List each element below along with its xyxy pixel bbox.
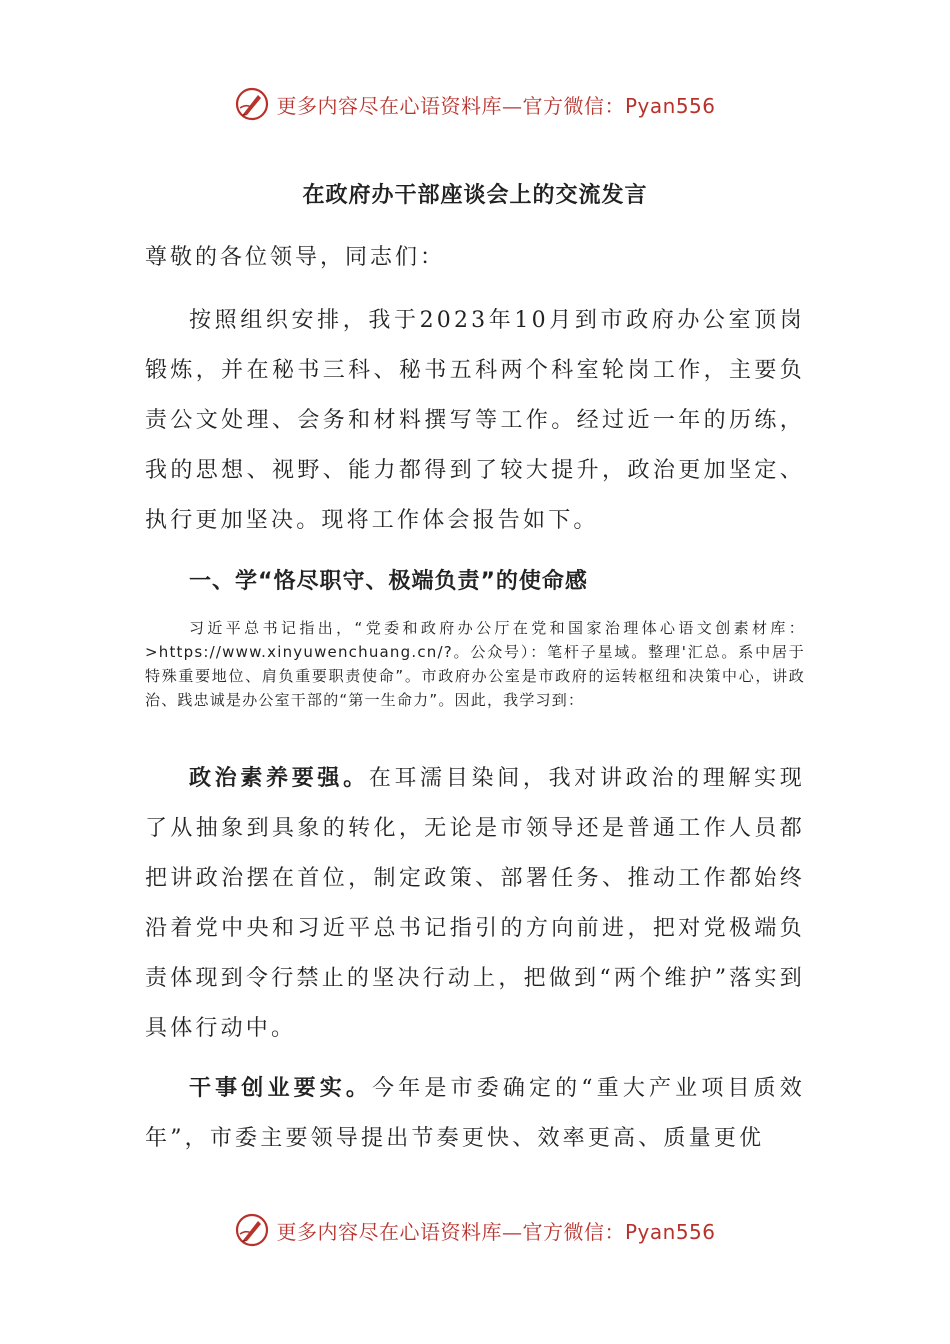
section-heading-1: 一、学“恪尽职守、极端负责”的使命感 [189, 569, 588, 594]
point-1-body: 在耳濡目染间，我对讲政治的理解实现了从抽象到具象的转化，无论是市领导还是普通工作人员都把讲政治摆在首位，制定政策、部署任务、推动工作都始终沿着党中央和习近平总书记指引的方向前进，把对党极端负责体现到令行禁止的坚决行动上，把做到“两个维护”落实到具体行动中。 [145, 766, 805, 1041]
banner-label: 更多内容尽在心语资料库—官方微信： [276, 1219, 625, 1244]
point-paragraph-2 [145, 1064, 805, 1164]
wechat-id: Pyan556 [624, 93, 716, 118]
document-title: 在政府办干部座谈会上的交流发言 [302, 183, 648, 208]
banner-text [276, 90, 715, 119]
point-paragraph-1 [145, 754, 805, 1054]
wechat-id: Pyan556 [624, 1219, 716, 1244]
quote-paragraph: 习近平总书记指出，“党委和政府办公厅在党和国家治理体心语文创素材库：>https://www.xinyuwenchuang.cn/?。公众号）：笔杆子星域。整理'汇总。系中居于特殊重要地位、肩负重要职责使命”。市政府办公室是市政府的运转枢纽和决策中心，讲政治、践忠诚是办公室干部的“第一生命力”。因此，我学习到： [145, 619, 805, 709]
point-2-body: 今年是市委确定的“重大产业项目质效年”，市委主要领导提出节奏更快、效率更高、质量更优 [145, 1076, 805, 1151]
greeting: 尊敬的各位领导，同志们： [145, 245, 446, 270]
banner-label: 更多内容尽在心语资料库—官方微信： [276, 93, 625, 118]
intro-paragraph: 按照组织安排，我于2023年10月到市政府办公室顶岗锻炼，并在秘书三科、秘书五科两个科室轮岗工作，主要负责公文处理、会务和材料撰写等工作。经过近一年的历练，我的思想、视野、能力都得到了较大提升，政治更加坚定、执行更加坚决。现将工作体会报告如下。 [145, 308, 805, 533]
pen-logo-icon [234, 1212, 270, 1248]
footer-banner [0, 1210, 950, 1250]
pen-logo-icon [234, 86, 270, 122]
point-2-lead: 干事创业要实。 [189, 1076, 373, 1101]
header-banner [0, 84, 950, 124]
banner-text [276, 1216, 715, 1245]
point-1-lead: 政治素养要强。 [189, 766, 369, 791]
